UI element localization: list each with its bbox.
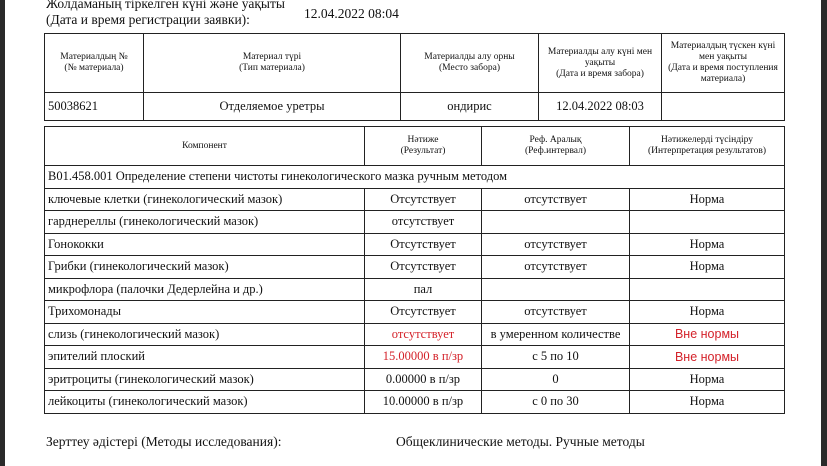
table-row [45,233,785,256]
component-name: гарднереллы (гинекологический мазок) [45,211,365,234]
table-row [45,188,785,211]
reference-value: отсутствует [482,301,630,324]
material-type: Отделяемое уретры [144,93,401,121]
table-row [45,323,785,346]
result-value: Отсутствует [365,188,482,211]
reference-value: 0 [482,368,630,391]
methods-label: Зерттеу әдістері (Методы исследования): [46,434,282,449]
reference-value: отсутствует [482,188,630,211]
component-name: микрофлора (палочки Дедерлейна и др.) [45,278,365,301]
table-row [45,391,785,414]
header-material-type: Материал түрі (Тип материала) [144,34,401,93]
result-value: пал [365,278,482,301]
interpretation-value: Норма [630,233,785,256]
table-row [45,256,785,279]
section-row [45,166,785,189]
reference-value [482,211,630,234]
table-row [45,346,785,369]
result-value: отсутствует [365,211,482,234]
header-collection-place: Материалды алу орны (Место забора) [401,34,539,93]
section-title: B01.458.001 Определение степени чистоты гинекологического мазка ручным методом [45,166,785,189]
table-row [45,301,785,324]
interpretation-value: Норма [630,188,785,211]
component-name: Гонококки [45,233,365,256]
registration-label [46,0,285,28]
reference-value: в умеренном количестве [482,323,630,346]
reference-value: с 5 по 10 [482,346,630,369]
header-component: Компонент [45,127,365,166]
material-table [44,33,785,121]
collection-place: ондирис [401,93,539,121]
reference-value [482,278,630,301]
header-collection-datetime: Материалды алу күні мен уақыты (Дата и время забора) [539,34,662,93]
table-row [45,368,785,391]
material-number: 50038621 [45,93,144,121]
interpretation-abnormal: Вне нормы [630,323,785,346]
registration-label-ru: (Дата и время регистрации заявки): [46,12,250,27]
interpretation-value: Норма [630,391,785,414]
methods-value: Общеклинические методы. Ручные методы [396,434,645,449]
component-name: Грибки (гинекологический мазок) [45,256,365,279]
result-value: 0.00000 в п/зр [365,368,482,391]
material-row [45,93,785,121]
right-dark-border [821,0,827,466]
result-value-abnormal: отсутствует [365,323,482,346]
component-name: Трихомонады [45,301,365,324]
reference-value: отсутствует [482,256,630,279]
interpretation-value [630,211,785,234]
component-name: эритроциты (гинекологический мазок) [45,368,365,391]
arrival-datetime [662,93,785,121]
table-row [45,278,785,301]
interpretation-value: Норма [630,256,785,279]
component-name: слизь (гинекологический мазок) [45,323,365,346]
result-value-abnormal: 15.00000 в п/зр [365,346,482,369]
header-interpretation: Нәтижелерді түсіндіру (Интерпретация результатов) [630,127,785,166]
collection-datetime: 12.04.2022 08:03 [539,93,662,121]
results-table [44,126,785,414]
interpretation-abnormal: Вне нормы [630,346,785,369]
result-value: 10.00000 в п/зр [365,391,482,414]
result-value: Отсутствует [365,256,482,279]
component-name: лейкоциты (гинекологический мазок) [45,391,365,414]
interpretation-value: Норма [630,368,785,391]
result-value: Отсутствует [365,233,482,256]
results-table-header [45,127,785,166]
material-table-header [45,34,785,93]
header-result: Нәтиже (Результат) [365,127,482,166]
registration-label-kz: Жолдаманың тіркелген күні және уақыты [46,0,285,11]
reference-value: отсутствует [482,233,630,256]
registration-datetime: 12.04.2022 08:04 [304,6,399,21]
reference-value: с 0 по 30 [482,391,630,414]
header-arrival-datetime: Материалдың түскен күні мен уақыты (Дата и время поступления материала) [662,34,785,93]
result-value: Отсутствует [365,301,482,324]
left-dark-border [0,0,5,466]
component-name: эпителий плоский [45,346,365,369]
interpretation-value: Норма [630,301,785,324]
table-row [45,211,785,234]
header-reference: Реф. Аралық (Реф.интервал) [482,127,630,166]
interpretation-value [630,278,785,301]
header-material-number: Материалдың № (№ материала) [45,34,144,93]
component-name: ключевые клетки (гинекологический мазок) [45,188,365,211]
